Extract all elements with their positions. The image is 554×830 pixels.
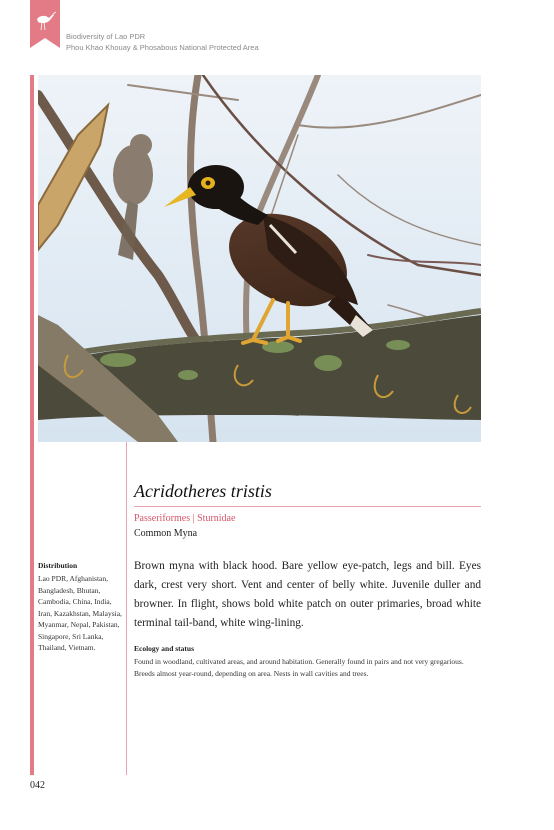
page-number: 042 [30,780,45,791]
distribution-text: Lao PDR, Afghanistan, Bangladesh, Bhutan, Cambodia, China, India, Iran, Kazakhstan, Malaysia, Myanmar, Nepal, Pakistan, Singapore, Sri Lanka, Thailand, Vietnam. [38,574,122,652]
distribution-heading: Distribution [38,561,78,570]
ecology-heading: Ecology and status [134,644,195,653]
title-rule [134,506,481,507]
species-description: Brown myna with black hood. Bare yellow eye-patch, legs and bill. Eyes dark, crest very short. Vent and center of belly white. Juvenile duller and browner. In flight, shows bold white patch on outer primaries, broad white terminal tail-band, white wing-lining. [134,560,481,629]
species-photo [38,75,481,442]
header-line-2: Phou Khao Khouay & Phosabous National Protected Area [66,43,259,52]
species-common-name: Common Myna [134,528,198,539]
bookmark-ribbon [30,0,60,48]
side-accent-bar [30,75,34,775]
ecology-text: Found in woodland, cultivated areas, and around habitation. Generally found in pairs and not very gregarious. Breeds almost year-round, depending on area. Nests in wall cavities and trees. [134,657,464,678]
running-header [66,31,259,53]
column-divider [126,442,127,775]
species-taxonomy: Passeriformes | Sturnidae [134,513,236,524]
species-scientific-name: Acridotheres tristis [134,481,272,501]
header-line-1: Biodiversity of Lao PDR [66,32,146,41]
